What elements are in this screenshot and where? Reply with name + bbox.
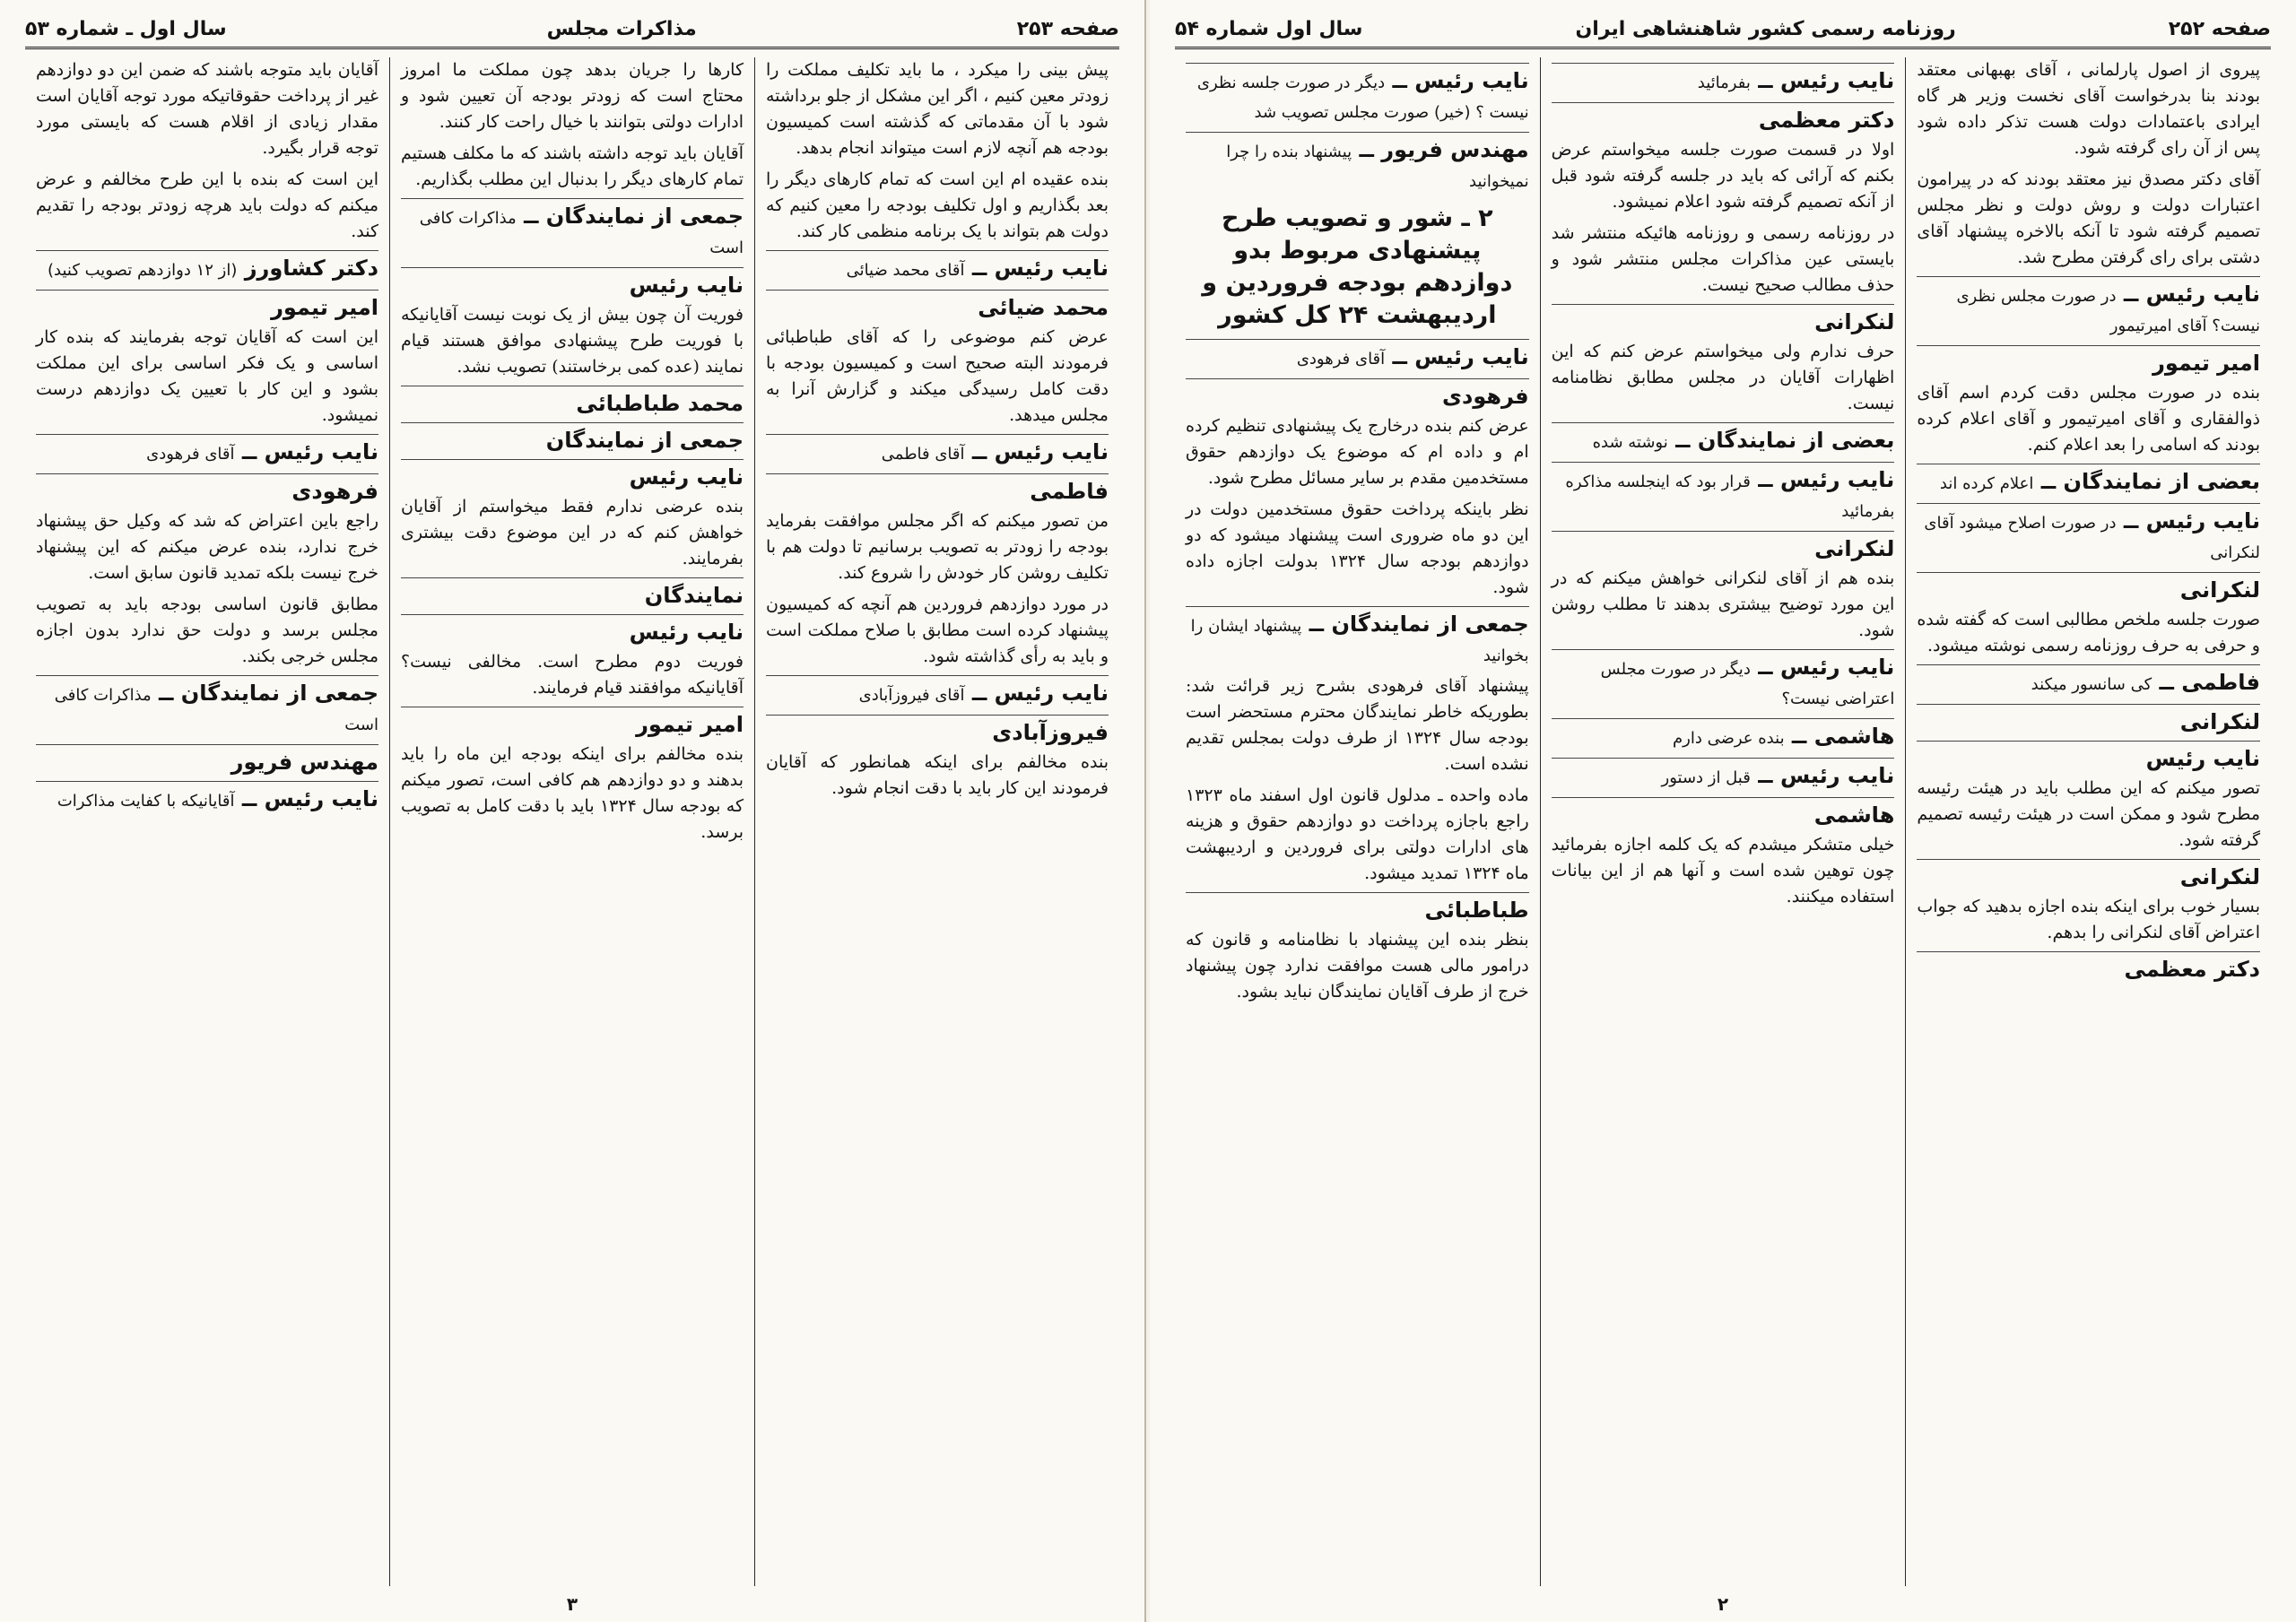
paragraph: بسیار خوب برای اینکه بنده اجازه بدهید که جواب اعتراض آقای لنکرانی را بدهم. [1917, 897, 2260, 942]
speaker-heading: نایب رئیس ــ بفرمائید [1552, 63, 1895, 97]
speaker-heading: نایب رئیس ــ آقای فرهودی [36, 434, 378, 468]
speaker-name: فیروزآبادی [992, 720, 1109, 745]
speaker-heading [766, 290, 1109, 321]
speaker-heading: فاطمی ــ کی سانسور میکند [1917, 664, 2260, 698]
speaker-name: نایب رئیس [629, 620, 744, 645]
speaker-name: نایب رئیس [1779, 763, 1895, 788]
left-col-3 [25, 57, 389, 1586]
speaker-name: دکتر کشاورز [244, 256, 378, 281]
speaker-role: آقای فاطمی [881, 445, 965, 464]
speaker-name: امیر تیمور [636, 712, 744, 737]
speaker-heading: نایب رئیس ــ قبل از دستور [1552, 758, 1895, 792]
speaker-heading [401, 614, 744, 646]
speaker-heading [766, 473, 1109, 505]
left-col-2 [389, 57, 754, 1586]
speaker-name: جمعی از نمایندگان [545, 204, 744, 229]
speaker-heading [1552, 102, 1895, 134]
paragraph: اولا در قسمت صورت جلسه میخواستم عرض بکنم که آرائی که باید در جلسه گرفته شود قبل از آنکه تصمیم گرفته شود اعلام نمیشود. [1551, 140, 1895, 212]
speaker-name: بعضی از نمایندگان [1697, 428, 1895, 453]
speaker-role: مذاکرات کافی است [54, 686, 378, 734]
speaker-name: نایب رئیس [994, 681, 1109, 706]
paragraph: بنده عقیده ام این است که تمام کارهای دیگر را بعد بگذاریم و اول تکلیف بودجه را معین کنیم که دولت هم بتواند با یک برنامه منظمی کار کند. [766, 169, 1109, 241]
speaker-role: دیگر در صورت مجلس اعتراضی نیست؟ [1600, 660, 1895, 708]
right-page-columns [1175, 57, 2271, 1586]
speaker-role: آقای فیروزآبادی [858, 686, 965, 705]
speaker-name: لنکرانی [1814, 309, 1895, 334]
speaker-name: فاطمی [2181, 670, 2260, 695]
right-page-number: ۲ [1717, 1593, 1729, 1615]
speaker-name: جمعی از نمایندگان [180, 681, 378, 706]
speaker-heading [1917, 859, 2260, 890]
speaker-heading [1552, 797, 1895, 828]
speaker-role: پیشنهاد ایشان را بخوانید [1190, 617, 1529, 665]
paragraph: بنده هم از آقای لنکرانی خواهش میکنم که در این مورد توضیح بیشتری بدهند تا مطلب روشن شود. [1551, 568, 1895, 640]
right-page-issue: سال اول شماره ۵۴ [1175, 17, 1363, 40]
paragraph: عرض کنم بنده درخارج یک پیشنهادی تنظیم کرده ام و داده ام که موضوع یک دوازدهم حقوق مستخدمین مقدم بر سایر مسائل مطرح شود. [1185, 416, 1529, 488]
speaker-role: دیگر در صورت جلسه نظری نیست ؟ (خیر) صورت مجلس تصویب شد [1196, 74, 1529, 122]
speaker-role: کی سانسور میکند [2031, 675, 2152, 694]
left-page [0, 0, 1146, 1622]
left-page-number: ۳ [566, 1593, 578, 1615]
paragraph: من تصور میکنم که اگر مجلس موافقت بفرماید بودجه را زودتر به تصویب برسانیم تا دولت هم با تکلیف روشن کار خودش را شروع کند. [766, 511, 1109, 583]
speaker-heading [1917, 951, 2260, 983]
paragraph: مطابق قانون اساسی بودجه باید به تصویب مجلس برسد و دولت حق ندارد بدون اجازه مجلس خرجی بکند. [36, 594, 378, 666]
speaker-name: لنکرانی [2179, 864, 2260, 889]
speaker-role: قرار بود که اینجلسه مذاکره بفرمائید [1565, 473, 1895, 521]
speaker-name: فاطمی [1030, 479, 1109, 504]
speaker-heading [1917, 741, 2260, 772]
paragraph: آقای دکتر مصدق نیز معتقد بودند که در پیرامون اعتبارات دولت و روش دولت و نظر مجلس تصمیم گرفته شود تا آنکه بالاخره پیشنهاد آقای دشتی برای رای گرفتن مطرح شد. [1917, 169, 2260, 267]
speaker-heading [1917, 572, 2260, 603]
speaker-heading: جمعی از نمایندگان ــ مذاکرات کافی است [401, 198, 744, 262]
speaker-role: پیشنهاد بنده را چرا نمیخوانید [1226, 143, 1529, 191]
speaker-name: لنکرانی [2179, 577, 2260, 603]
speaker-role: (از ۱۲ دوازدهم تصویب کنید) [48, 261, 238, 280]
speaker-name: دکتر معظمی [2124, 957, 2260, 982]
speaker-heading [1917, 704, 2260, 735]
speaker-heading [36, 744, 378, 776]
left-page-issue: سال اول ـ شماره ۵۳ [25, 17, 227, 40]
speaker-heading [1917, 345, 2260, 377]
paragraph: پیش بینی را میکرد ، ما باید تکلیف مملکت را زودتر معین کنیم ، اگر این مشکل از جلو برداشته شود با آن مقدماتی که گذشته است کمیسیون بودجه هم آنچه لازم است میتواند انجام بدهد. [766, 60, 1109, 158]
paragraph: این است که بنده با این طرح مخالفم و عرض میکنم که دولت باید هرچه زودتر بودجه را تقدیم کند. [36, 169, 378, 241]
paragraph: نظر باینکه پرداخت حقوق مستخدمین دولت در این دو ماه ضروری است پیشنهاد میشود که دو دوازدهم بودجه سال ۱۳۲۴ بدولت اجازه داده شود. [1185, 499, 1529, 597]
speaker-heading: مهندس فریور ــ پیشنهاد بنده را چرا نمیخوانید [1186, 132, 1529, 195]
right-page-header [1175, 11, 2271, 49]
right-page [1150, 0, 2296, 1622]
right-page-label: صفحه ۲۵۲ [2168, 17, 2271, 40]
speaker-heading [36, 473, 378, 505]
speaker-heading [401, 422, 744, 454]
paragraph: پیروی از اصول پارلمانی ، آقای بهبهانی معتقد بودند بنا بدرخواست آقای نخست وزیر هر گاه ایرادی باعتمادات دولت هست تذکر داده شود پس از آن رای گرفته شود. [1917, 60, 2260, 158]
speaker-name: دکتر معظمی [1758, 108, 1895, 133]
speaker-name: نمایندگان [644, 583, 744, 608]
speaker-heading [1552, 304, 1895, 335]
paragraph: بنده در صورت مجلس دقت کردم اسم آقای ذوالفقاری و آقای امیرتیمور و آقای اعلام کرده بودند که اسامی را بعد اعلام کنم. [1917, 383, 2260, 455]
paragraph: صورت جلسه ملخص مطالبی است که گفته شده و حرفی به حرف روزنامه رسمی نوشته میشود. [1917, 610, 2260, 655]
speaker-heading: هاشمی ــ بنده عرضی دارم [1552, 718, 1895, 752]
paragraph: بنده مخالفم برای اینکه همانطور که آقایان فرمودند این کار باید با دقت انجام شود. [766, 752, 1109, 798]
paragraph: فوریت آن چون بیش از یک نوبت نیست آقایانیکه با فوریت طرح پیشنهادی موافق هستند قیام نمایند (عده کمی برخاستند) تصویب نشد. [401, 305, 744, 377]
speaker-heading [401, 707, 744, 738]
speaker-name: نایب رئیس [2145, 746, 2260, 771]
speaker-name: نایب رئیس [2145, 508, 2260, 533]
speaker-heading: نایب رئیس ــ آقای فاطمی [766, 434, 1109, 468]
speaker-role: نوشته شده [1592, 433, 1668, 452]
speaker-name: مهندس فریور [230, 750, 378, 775]
left-page-header [25, 11, 1119, 49]
speaker-role: اعلام کرده اند [1939, 474, 2034, 493]
speaker-name: فرهودی [291, 479, 378, 504]
speaker-heading: بعضی از نمایندگان ــ اعلام کرده اند [1917, 464, 2260, 498]
section-title: ۲ ـ شور و تصویب طرح پیشنهادی مربوط بدو دوازدهم بودجه فروردین و اردیبهشت ۲۴ کل کشور [1202, 204, 1513, 329]
paragraph: بنظر بنده این پیشنهاد با نظامنامه و قانون که درامور مالی هست موافقت ندارد چون پیشنهاد خرج از طرف آقایان نمایندگان نباید بشود. [1185, 930, 1529, 1002]
paragraph: آقایان باید توجه داشته باشند که ما مکلف هستیم تمام کارهای دیگر را بدنبال این مطلب بگذاریم. [401, 143, 744, 189]
speaker-heading [1552, 531, 1895, 562]
speaker-name: نایب رئیس [1779, 68, 1895, 93]
speaker-heading: بعضی از نمایندگان ــ نوشته شده [1552, 422, 1895, 456]
paragraph: خیلی متشکر میشدم که یک کلمه اجازه بفرمائید چون توهین شده است و آنها هم از این بیانات استفاده میکنند. [1551, 835, 1895, 906]
speaker-name: جمعی از نمایندگان [1331, 612, 1529, 637]
paragraph: آقایان باید متوجه باشند که ضمن این دو دوازدهم غیر از پرداخت حقوقاتیکه مورد توجه آقایان است مقدار زیادی از اقلام هست که بایستی مورد توجه قرار بگیرد. [36, 60, 378, 158]
speaker-name: فرهودی [1442, 384, 1529, 409]
speaker-name: جمعی از نمایندگان [545, 428, 744, 453]
speaker-heading: نایب رئیس ــ آقایانیکه با کفایت مذاکرات [36, 781, 378, 815]
speaker-heading: نایب رئیس ــ آقای فیروزآبادی [766, 675, 1109, 709]
right-col-1 [1905, 57, 2271, 1586]
speaker-role: قبل از دستور [1661, 768, 1751, 787]
right-page-title: روزنامه رسمی کشور شاهنشاهی ایران [1575, 17, 1956, 40]
speaker-name: امیر تیمور [2152, 351, 2260, 376]
speaker-name: نایب رئیس [2145, 282, 2260, 307]
speaker-name: نایب رئیس [1779, 655, 1895, 680]
speaker-name: نایب رئیس [629, 464, 744, 490]
paragraph: فوریت دوم مطرح است. مخالفی نیست؟ آقایانیکه موافقند قیام فرمایند. [401, 652, 744, 698]
speaker-role: بنده عرضی دارم [1673, 729, 1785, 748]
speaker-role: آقای فرهودی [1296, 350, 1386, 369]
speaker-name: نایب رئیس [1414, 344, 1529, 369]
speaker-role: آقای محمد ضیائی [846, 261, 965, 280]
paragraph: تصور میکنم که این مطلب باید در هیئت رئیسه مطرح شود و ممکن است در هیئت رئیسه تصمیم گرفته شود. [1917, 778, 2260, 850]
speaker-heading [401, 267, 744, 299]
speaker-name: مهندس فریور [1381, 137, 1529, 162]
speaker-name: نایب رئیس [629, 273, 744, 298]
speaker-name: هاشمی [1813, 724, 1895, 749]
speaker-heading [401, 577, 744, 609]
speaker-heading [36, 290, 378, 321]
left-page-label: صفحه ۲۵۳ [1016, 17, 1119, 40]
speaker-name: لنکرانی [2179, 709, 2260, 734]
right-col-3 [1175, 57, 1540, 1586]
paragraph: بنده مخالفم برای اینکه بودجه این ماه را باید بدهند و دو دوازدهم هم کافی است، تصور میکنم که بودجه سال ۱۳۲۴ باید با دقت کامل به تصویب برسد. [401, 744, 744, 842]
speaker-heading [1186, 892, 1529, 924]
speaker-role: بفرمائید [1697, 74, 1751, 92]
speaker-heading: نایب رئیس ــ قرار بود که اینجلسه مذاکره بفرمائید [1552, 462, 1895, 525]
paragraph: در مورد دوازدهم فروردین هم آنچه که کمیسیون پیشنهاد کرده است مطابق با صلاح مملکت است و باید به رأی گذاشته شود. [766, 594, 1109, 666]
speaker-heading: جمعی از نمایندگان ــ مذاکرات کافی است [36, 675, 378, 739]
speaker-name: طباطبائی [1424, 898, 1529, 923]
speaker-name: نایب رئیس [994, 439, 1109, 464]
speaker-name: امیر تیمور [271, 295, 378, 320]
speaker-heading: نایب رئیس ــ دیگر در صورت جلسه نظری نیست ؟ (خیر) صورت مجلس تصویب شد [1186, 63, 1529, 126]
speaker-name: هاشمی [1813, 802, 1895, 828]
speaker-role: مذاکرات کافی است [419, 209, 744, 257]
speaker-role: آقای فرهودی [146, 445, 235, 464]
speaker-heading [766, 715, 1109, 746]
speaker-heading: جمعی از نمایندگان ــ پیشنهاد ایشان را بخوانید [1186, 606, 1529, 670]
speaker-name: نایب رئیس [264, 786, 378, 811]
paragraph: بنده عرضی ندارم فقط میخواستم از آقایان خواهش کنم که در این موضوع دقت بیشتری بفرمایند. [401, 497, 744, 568]
speaker-name: نایب رئیس [1414, 68, 1529, 93]
speaker-heading: نایب رئیس ــ آقای محمد ضیائی [766, 250, 1109, 284]
left-page-title: مذاکرات مجلس [546, 17, 697, 40]
speaker-name: بعضی از نمایندگان [2063, 469, 2260, 494]
speaker-name: نایب رئیس [264, 439, 378, 464]
speaker-role: در صورت اصلاح میشود آقای لنکرانی [1924, 514, 2260, 562]
speaker-name: محمد طباطبائی [576, 391, 744, 416]
paragraph: کارها را جریان بدهد چون مملکت ما امروز محتاج است که زودتر بودجه آن تعیین شود و ادارات دولتی بتوانند با خیال راحت کار کنند. [401, 60, 744, 132]
speaker-name: لنکرانی [1814, 536, 1895, 561]
speaker-heading: نایب رئیس ــ در صورت مجلس نظری نیست؟ آقای امیرتیمور [1917, 276, 2260, 340]
speaker-role: در صورت مجلس نظری نیست؟ آقای امیرتیمور [1956, 287, 2260, 335]
speaker-heading: نایب رئیس ــ دیگر در صورت مجلس اعتراضی نیست؟ [1552, 649, 1895, 713]
speaker-heading [1186, 378, 1529, 410]
speaker-role: آقایانیکه با کفایت مذاکرات [57, 792, 235, 811]
speaker-heading [401, 459, 744, 490]
speaker-heading: نایب رئیس ــ در صورت اصلاح میشود آقای لنکرانی [1917, 503, 2260, 567]
paragraph: پیشنهاد آقای فرهودی بشرح زیر قرائت شد: بطوریکه خاطر نمایندگان محترم مستحضر است بودجه سال ۱۳۲۴ از طرف دولت بمجلس تقدیم نشده است. [1185, 676, 1529, 774]
paragraph: در روزنامه رسمی و روزنامه هائیکه منتشر شد بایستی عین مذاکرات مجلس منتشر شود و حذف مطالب صحیح نیست. [1551, 223, 1895, 295]
paragraph: حرف ندارم ولی میخواستم عرض کنم که این اظهارات آقایان در مجلس مطابق نظامنامه نیست. [1551, 342, 1895, 413]
paragraph: راجع باین اعتراض که شد که وکیل حق پیشنهاد خرج ندارد، بنده عرض میکنم که این پیشنهاد خرج نیست بلکه تمدید قانون سابق است. [36, 511, 378, 583]
speaker-name: نایب رئیس [1779, 467, 1895, 492]
speaker-name: نایب رئیس [994, 256, 1109, 281]
speaker-heading [401, 386, 744, 417]
right-col-2 [1540, 57, 1906, 1586]
speaker-name: محمد ضیائی [978, 295, 1109, 320]
speaker-heading [36, 250, 378, 284]
left-page-columns [25, 57, 1119, 1586]
paragraph: ماده واحده ـ مدلول قانون اول اسفند ماه ۱۳۲۳ راجع باجازه پرداخت دو دوازدهم حقوق و هزینه های ادارات دولتی برای فروردین و اردیبهشت ماه ۱۳۲۴ تمدید میشود. [1185, 785, 1529, 883]
paragraph: عرض کنم موضوعی را که آقای طباطبائی فرمودند البته صحیح است و کمیسیون بودجه با دقت کامل رسیدگی میکند و گزارش آنرا به مجلس میدهد. [766, 327, 1109, 425]
paragraph: این است که آقایان توجه بفرمایند که بنده کار اساسی و یک فکر اساسی برای این مملکت بشود و این کار با تعیین یک دوازدهم درست نمیشود. [36, 327, 378, 425]
left-col-1 [754, 57, 1119, 1586]
speaker-heading: نایب رئیس ــ آقای فرهودی [1186, 339, 1529, 373]
